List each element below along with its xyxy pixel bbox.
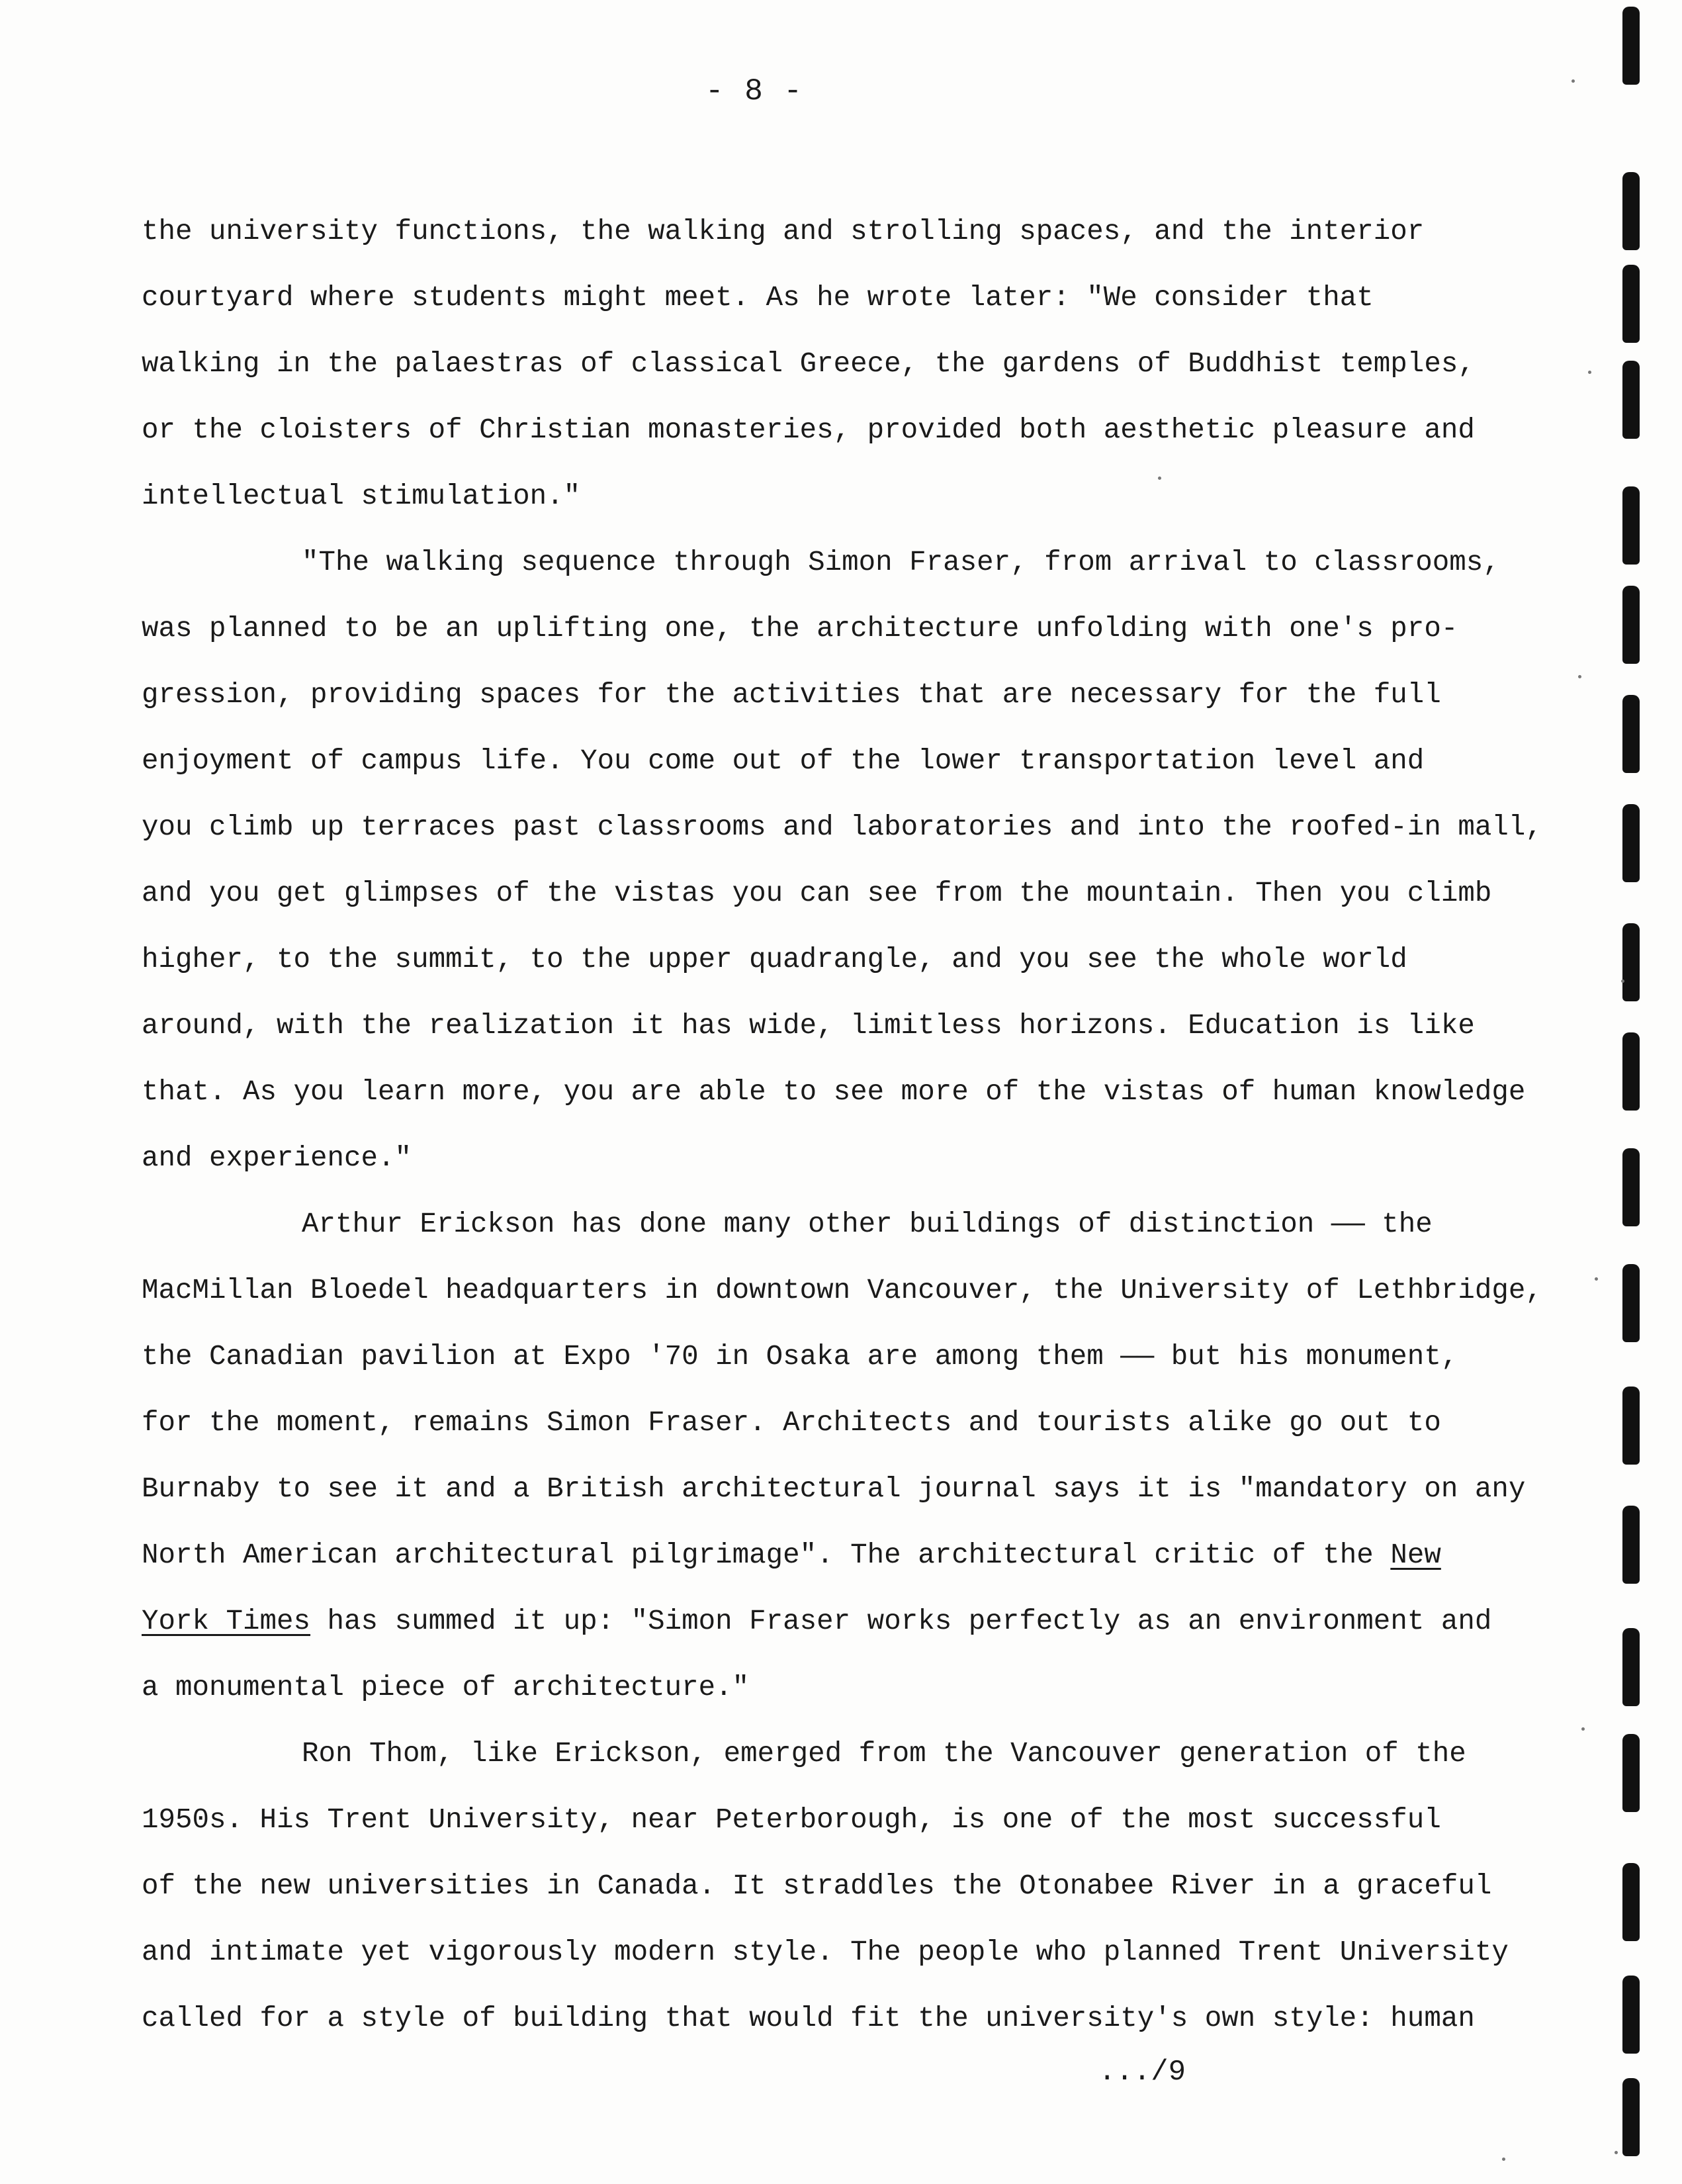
scan-speck xyxy=(1581,1727,1585,1731)
text-line-content: called for a style of building that would fit the university's own style: human xyxy=(142,2003,1475,2034)
text-line xyxy=(142,397,1544,463)
punch-mark xyxy=(1622,1264,1640,1342)
binding-punch-marks xyxy=(1615,0,1654,2184)
text-line xyxy=(142,1919,1544,1985)
page-number: - 8 - xyxy=(705,74,804,109)
text-line-content: and intimate yet vigorously modern style. The people who planned Trent University xyxy=(142,1936,1509,1968)
underlined-title: York Times xyxy=(142,1606,311,1637)
text-line xyxy=(142,1655,1544,1721)
punch-mark xyxy=(1622,265,1640,343)
text-line xyxy=(142,662,1544,728)
text-line xyxy=(142,199,1544,265)
scan-speck xyxy=(1621,979,1624,983)
text-line xyxy=(142,1059,1544,1125)
text-line-content: and you get glimpses of the vistas you can see from the mountain. Then you climb xyxy=(142,878,1492,909)
text-line-content: 1950s. His Trent University, near Peterborough, is one of the most successful xyxy=(142,1804,1441,1836)
text-line-content: for the moment, remains Simon Fraser. Architects and tourists alike go out to xyxy=(142,1407,1441,1439)
punch-mark xyxy=(1622,1032,1640,1111)
text-line-content: MacMillan Bloedel headquarters in downtown Vancouver, the University of Lethbridge, xyxy=(142,1275,1542,1306)
text-line-content: around, with the realization it has wide, limitless horizons. Education is like xyxy=(142,1010,1475,1042)
text-line-content: the university functions, the walking and strolling spaces, and the interior xyxy=(142,216,1425,248)
text-line-content: Arthur Erickson has done many other buildings of distinction —— the xyxy=(302,1208,1433,1240)
text-line xyxy=(142,1390,1544,1456)
scan-speck xyxy=(1578,675,1581,678)
text-line-content: has summed it up: "Simon Fraser works perfectly as an environment and xyxy=(310,1606,1492,1637)
text-line xyxy=(142,1456,1544,1522)
punch-mark xyxy=(1622,1387,1640,1465)
punch-mark xyxy=(1622,923,1640,1001)
punch-mark xyxy=(1622,804,1640,882)
underlined-title: New xyxy=(1390,1539,1441,1571)
text-line-content: enjoyment of campus life. You come out of the lower transportation level and xyxy=(142,745,1425,777)
text-line xyxy=(142,596,1544,662)
text-line-content: intellectual stimulation." xyxy=(142,480,581,512)
text-line xyxy=(142,1125,1544,1191)
text-line-content: was planned to be an uplifting one, the architecture unfolding with one's pro- xyxy=(142,613,1458,645)
text-line xyxy=(142,1522,1544,1588)
text-line xyxy=(142,1588,1544,1655)
text-line-content: of the new universities in Canada. It straddles the Otonabee River in a graceful xyxy=(142,1870,1492,1902)
punch-mark xyxy=(1622,695,1640,773)
text-line xyxy=(142,728,1544,794)
punch-mark xyxy=(1622,1506,1640,1584)
continuation-marker: .../9 xyxy=(1098,2056,1186,2089)
text-line xyxy=(142,927,1544,993)
text-line xyxy=(142,1257,1544,1324)
text-line xyxy=(142,265,1544,331)
body-text xyxy=(142,199,1544,2052)
punch-mark xyxy=(1622,172,1640,250)
punch-mark xyxy=(1622,7,1640,85)
scan-speck xyxy=(1502,2158,1505,2161)
scan-speck xyxy=(1588,371,1591,374)
punch-mark xyxy=(1622,2078,1640,2156)
text-line-content: courtyard where students might meet. As he wrote later: "We consider that xyxy=(142,282,1374,314)
text-line-content: and experience." xyxy=(142,1142,412,1174)
punch-mark xyxy=(1622,1863,1640,1941)
punch-mark xyxy=(1622,1628,1640,1706)
text-line-content: you climb up terraces past classrooms and laboratories and into the roofed-in mall, xyxy=(142,811,1542,843)
punch-mark xyxy=(1622,361,1640,439)
scan-speck xyxy=(1615,2151,1618,2154)
text-line-content: higher, to the summit, to the upper quadrangle, and you see the whole world xyxy=(142,944,1407,976)
text-line xyxy=(142,860,1544,927)
text-line-content: gression, providing spaces for the activities that are necessary for the full xyxy=(142,679,1441,711)
text-line xyxy=(142,794,1544,860)
punch-mark xyxy=(1622,1148,1640,1226)
text-line xyxy=(142,529,1544,596)
text-line xyxy=(142,1721,1544,1787)
scan-speck xyxy=(1158,477,1161,480)
text-line-content: the Canadian pavilion at Expo '70 in Osaka are among them —— but his monument, xyxy=(142,1341,1458,1373)
text-line-content: a monumental piece of architecture." xyxy=(142,1672,750,1704)
punch-mark xyxy=(1622,1734,1640,1812)
text-line xyxy=(142,463,1544,529)
punch-mark xyxy=(1622,586,1640,664)
text-line-content: Ron Thom, like Erickson, emerged from the Vancouver generation of the xyxy=(302,1738,1466,1770)
text-line-content: walking in the palaestras of classical Greece, the gardens of Buddhist temples, xyxy=(142,348,1475,380)
text-line xyxy=(142,1985,1544,2052)
text-line-content: or the cloisters of Christian monasteries, provided both aesthetic pleasure and xyxy=(142,414,1475,446)
text-line xyxy=(142,1191,1544,1257)
text-line xyxy=(142,1853,1544,1919)
scan-speck xyxy=(1595,1277,1598,1281)
punch-mark xyxy=(1622,1976,1640,2054)
text-line xyxy=(142,1324,1544,1390)
punch-mark xyxy=(1622,486,1640,565)
text-line-content: that. As you learn more, you are able to see more of the vistas of human knowledge xyxy=(142,1076,1526,1108)
text-line xyxy=(142,1787,1544,1853)
text-line-content: Burnaby to see it and a British architectural journal says it is "mandatory on any xyxy=(142,1473,1526,1505)
text-line xyxy=(142,331,1544,397)
text-line xyxy=(142,993,1544,1059)
text-line-content: "The walking sequence through Simon Fraser, from arrival to classrooms, xyxy=(302,547,1500,578)
scan-speck xyxy=(1571,79,1575,83)
text-line-content: North American architectural pilgrimage". The architectural critic of the xyxy=(142,1539,1391,1571)
